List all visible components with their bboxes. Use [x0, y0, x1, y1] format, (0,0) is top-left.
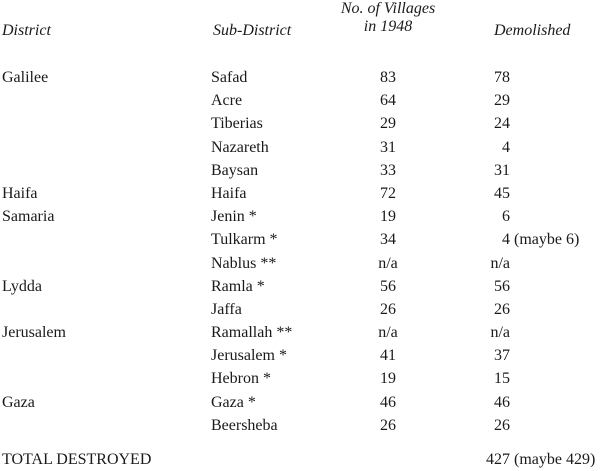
district-cell: Galilee — [2, 69, 49, 86]
sub-district-cell: Jenin * — [211, 208, 257, 226]
villages-cell: 26 — [380, 300, 396, 318]
table-row — [0, 228, 600, 251]
villages-cell: 41 — [380, 347, 396, 365]
villages-cell: 31 — [380, 138, 396, 156]
table-row — [0, 182, 600, 205]
demolished-cell: 46 — [494, 393, 510, 411]
sub-district-cell: Hebron * — [211, 370, 271, 388]
villages-cell: n/a — [378, 324, 398, 342]
table-row — [0, 344, 600, 367]
sub-district-cell: Gaza * — [211, 393, 256, 411]
demolished-cell: n/a — [490, 324, 510, 342]
table-row — [0, 414, 600, 437]
sub-district-cell: Ramallah ** — [211, 324, 293, 342]
demolished-cell: 4 — [502, 138, 510, 156]
sub-district-cell: Jaffa — [211, 300, 242, 318]
sub-district-cell: Ramla * — [211, 277, 265, 295]
header-demolished: Demolished — [494, 22, 571, 39]
villages-cell: 46 — [380, 393, 396, 411]
table-row — [0, 205, 600, 228]
villages-cell: 33 — [380, 161, 396, 179]
demolished-cell: 26 — [494, 416, 510, 434]
table-row — [0, 159, 600, 182]
total-value: 427 — [486, 451, 510, 468]
table-row — [0, 136, 600, 159]
demolished-cell: 31 — [494, 161, 510, 179]
villages-cell: 64 — [380, 92, 396, 110]
header-sub-district: Sub-District — [213, 22, 292, 39]
table-row — [0, 391, 600, 414]
header-district: District — [2, 22, 51, 39]
header-villages-1948 — [336, 0, 440, 36]
villages-cell: n/a — [378, 254, 398, 272]
demolished-cell: 15 — [494, 370, 510, 388]
total-label: TOTAL DESTROYED — [2, 451, 152, 468]
table-row — [0, 275, 600, 298]
district-cell: Gaza — [2, 393, 35, 411]
sub-district-cell: Safad — [211, 69, 248, 86]
sub-district-cell: Nazareth — [211, 138, 269, 156]
sub-district-cell: Acre — [211, 92, 243, 110]
table-body — [0, 66, 600, 437]
demolished-cell: 78 — [494, 69, 510, 86]
demolished-cell: 6 — [502, 208, 510, 226]
table-row — [0, 367, 600, 390]
villages-cell: 19 — [380, 370, 396, 388]
villages-cell: 56 — [380, 277, 396, 295]
sub-district-cell: Baysan — [211, 161, 259, 179]
table-row — [0, 321, 600, 344]
table-row — [0, 66, 600, 89]
villages-cell: 72 — [380, 184, 396, 202]
villages-cell: 26 — [380, 416, 396, 434]
sub-district-cell: Tulkarm * — [211, 231, 278, 249]
demolished-cell: 56 — [494, 277, 510, 295]
header-villages-line1: No. of Villages — [340, 0, 436, 17]
total-row — [0, 449, 600, 471]
sub-district-cell: Jerusalem * — [211, 347, 287, 365]
table-row — [0, 298, 600, 321]
sub-district-cell: Haifa — [211, 184, 247, 202]
demolished-cell: 26 — [494, 300, 510, 318]
demolished-cell: n/a — [490, 254, 510, 272]
total-note: (maybe 429) — [514, 451, 596, 468]
demolished-note: (maybe 6) — [514, 231, 580, 249]
demolished-cell: 24 — [494, 115, 510, 133]
demolished-cell: 29 — [494, 92, 510, 110]
table-row — [0, 252, 600, 275]
sub-district-cell: Nablus ** — [211, 254, 277, 272]
demolished-cell: 37 — [494, 347, 510, 365]
district-cell: Haifa — [2, 184, 38, 202]
district-cell: Samaria — [2, 208, 55, 226]
villages-cell: 34 — [380, 231, 396, 249]
sub-district-cell: Tiberias — [211, 115, 263, 133]
villages-cell: 19 — [380, 208, 396, 226]
table-row — [0, 89, 600, 112]
villages-cell: 83 — [380, 69, 396, 86]
header-villages-line2: in 1948 — [363, 18, 413, 35]
villages-cell: 29 — [380, 115, 396, 133]
demolished-cell: 45 — [494, 184, 510, 202]
district-cell: Lydda — [2, 277, 42, 295]
district-cell: Jerusalem — [2, 324, 66, 342]
sub-district-cell: Beersheba — [211, 416, 278, 434]
demolished-cell: 4 — [502, 231, 510, 249]
table-row — [0, 112, 600, 135]
